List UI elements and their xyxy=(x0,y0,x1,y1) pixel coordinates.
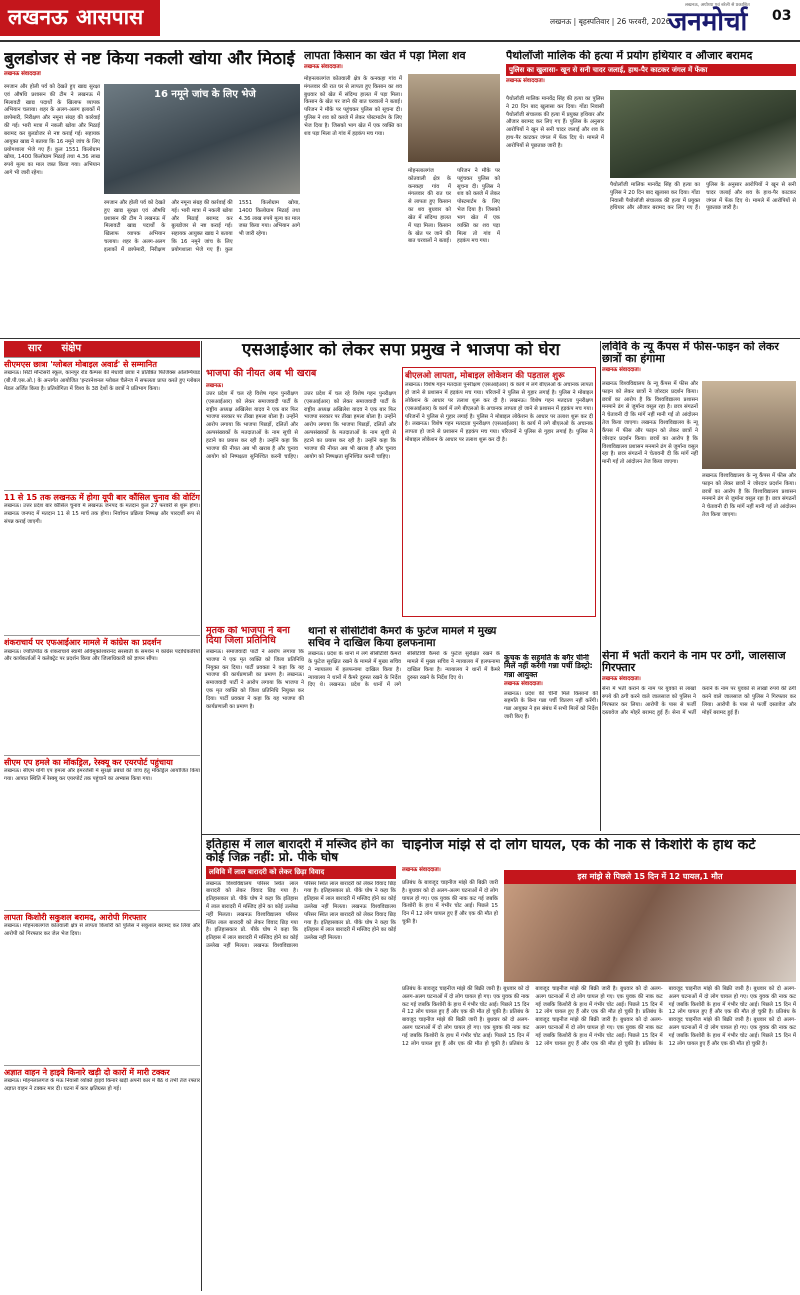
cctv-headline: थानों से सीसीटीवी कैमरों के फुटेज मामले में मुख्य सचिव ने दाखिल किया हलफनामा xyxy=(308,626,497,649)
sena-body: सेना में भर्ती कराने के नाम पर युवकों से लाखों रुपये की ठगी करने वाले जालसाज को पुलिस ने गिरफ्तार कर लिया। आरोपी के पास से फर्जी दस्तावेज और मोहरें बरामद हुई हैं। सेना में भर्ती कराने के नाम पर युवकों से लाखों रुपये की ठगी करने वाले जालसाज को पुलिस ने गिरफ्तार कर लिया। आरोपी के पास से फर्जी दस्तावेज और मोहरें बरामद हुई हैं। xyxy=(602,686,796,716)
brief-item: सीएम एप हमले का मॉकड्रिल, रेस्क्यू कर एयरपोर्ट पहुंचाया लखनऊ। सीएम योगी एप हमला और इमरजेंसी में सुरक्षा प्रबंधों की जांच हेतु मॉकड्रिल आयोजित किया गया। आपात स्थिति में रेस्क्यू कर एयरपोर्ट तक पहुंचाने का अभ्यास किया गया। xyxy=(4,755,200,910)
col-rule-2 xyxy=(600,341,601,831)
story-pathology-body-2: पैथोलॉजी मालिक मानवेंद्र सिंह की हत्या का पुलिस ने 20 दिन बाद खुलासा कर दिया। गोंडा निवासी पैथोलॉजी संचालक की हत्या में प्रयुक्त हथियार और औजार बरामद कर लिए गए हैं। पुलिस के अनुसार आरोपियों ने खून से सनी चादर जलाई और शव के हाथ-पैर काटकर जंगल में फेंक दिए थे। मामले में आरोपियों से पूछताछ जारी है। xyxy=(610,182,796,212)
manjha-photo-frame xyxy=(504,870,796,982)
masthead xyxy=(0,0,800,48)
story-farmer-byline: लखनऊ संवाददाता। xyxy=(304,64,343,71)
mritak-body: लखनऊ। समाजवादी पार्टी ने आरोप लगाया कि भाजपा ने एक मृत व्यक्ति को जिला प्रतिनिधि नियुक्त कर दिया। पार्टी प्रवक्ता ने कहा कि यह भाजपा की कार्यप्रणाली का प्रमाण है। लखनऊ। समाजवादी पार्टी ने आरोप लगाया कि भाजपा ने एक मृत व्यक्ति को जिला प्रतिनिधि नियुक्त कर दिया। पार्टी प्रवक्ता ने कहा कि यह भाजपा की कार्यप्रणाली का प्रमाण है। xyxy=(206,648,304,710)
masthead-section: आसपास xyxy=(76,5,144,29)
story-pathology-body: पैथोलॉजी मालिक मानवेंद्र सिंह की हत्या का पुलिस ने 20 दिन बाद खुलासा कर दिया। गोंडा निवासी पैथोलॉजी संचालक की हत्या में प्रयुक्त हथियार और औजार बरामद कर लिए गए हैं। पुलिस के अनुसार आरोपियों ने खून से सनी चादर जलाई और शव के हाथ-पैर काटकर जंगल में फेंक दिए थे। मामले में आरोपियों से पूछताछ जारी है। xyxy=(506,96,604,149)
blo-body: लखनऊ। विशेष गहन मतदाता पुनरीक्षण (एसआईआर) के कार्य में लगे बीएलओ के अचानक लापता हो जाने से प्रशासन में हड़कंप मच गया। परिजनों ने पुलिस से गुहार लगाई है। पुलिस ने मोबाइल लोकेशन के आधार पर तलाश शुरू कर दी है। लखनऊ। विशेष गहन मतदाता पुनरीक्षण (एसआईआर) के कार्य में लगे बीएलओ के अचानक लापता हो जाने से प्रशासन में हड़कंप मच गया। परिजनों ने पुलिस से गुहार लगाई है। पुलिस ने मोबाइल लोकेशन के आधार पर तलाश शुरू कर दी है। लखनऊ। विशेष गहन मतदाता पुनरीक्षण (एसआईआर) के कार्य में लगे बीएलओ के अचानक लापता हो जाने से प्रशासन में हड़कंप मच गया। परिजनों ने पुलिस से गुहार लगाई है। पुलिस ने मोबाइल लोकेशन के आधार पर तलाश शुरू कर दी है। xyxy=(405,382,593,444)
story-lavi xyxy=(602,341,796,641)
lead-headline: एसआईआर को लेकर सपा प्रमुख ने भाजपा को घेरा xyxy=(242,341,560,360)
manjha-byline: लखनऊ संवाददाता। xyxy=(402,867,441,874)
story-cctv xyxy=(308,626,500,826)
manjha-body: प्रतिबंध के बावजूद चाइनीज मांझे की बिक्री जारी है। बुधवार को दो अलग-अलग घटनाओं में दो लोग घायल हो गए। एक युवक की नाक कट गई जबकि किशोरी के हाथ में गंभीर चोट आई। पिछले 15 दिन में 12 लोग घायल हुए हैं और एक की मौत हो चुकी है। प्रतिबंध के बावजूद चाइनीज मांझे की बिक्री जारी है। बुधवार को दो अलग-अलग घटनाओं में दो लोग घायल हो गए। एक युवक की नाक कट गई जबकि किशोरी के हाथ में गंभीर चोट आई। पिछले 15 दिन में 12 लोग घायल हुए हैं और एक की मौत हो चुकी है। प्रतिबंध के बावजूद चाइनीज मांझे की बिक्री जारी है। बुधवार को दो अलग-अलग घटनाओं में दो लोग घायल हो गए। एक युवक की नाक कट गई जबकि किशोरी के हाथ में गंभीर चोट आई। पिछले 15 दिन में 12 लोग घायल हुए हैं और एक की मौत हो चुकी है। प्रतिबंध के बावजूद चाइनीज मांझे की बिक्री जारी है। बुधवार को दो अलग-अलग घटनाओं में दो लोग घायल हो गए। एक युवक की नाक कट गई जबकि किशोरी के हाथ में गंभीर चोट आई। पिछले 15 दिन में 12 लोग घायल हुए हैं और एक की मौत हो चुकी है। प्रतिबंध के बावजूद चाइनीज मांझे की बिक्री जारी है। बुधवार को दो अलग-अलग घटनाओं में दो लोग घायल हो गए। एक युवक की नाक कट गई जबकि किशोरी के हाथ में गंभीर चोट आई। पिछले 15 दिन में 12 लोग घायल हुए हैं और एक की मौत हो चुकी है। प्रतिबंध के बावजूद चाइनीज मांझे की बिक्री जारी है। बुधवार को दो अलग-अलग घटनाओं में दो लोग घायल हो गए। एक युवक की नाक कट गई जबकि किशोरी के हाथ में गंभीर चोट आई। पिछले 15 दिन में 12 लोग घायल हुए हैं और एक की मौत हो चुकी है। xyxy=(402,986,796,1047)
lead-body: उत्तर प्रदेश में चल रहे विशेष गहन पुनरीक्षण (एसआईआर) को लेकर समाजवादी पार्टी के राष्ट्रीय अध्यक्ष अखिलेश यादव ने एक बार फिर भाजपा सरकार पर तीखा हमला बोला है। उन्होंने आरोप लगाया कि भाजपा पिछड़ों, दलितों और अल्पसंख्यकों के मतदाताओं के नाम सूची से हटाने का प्रयास कर रही है। उन्होंने कहा कि भाजपा की नीयत अब भी खराब है और चुनाव आयोग को निष्पक्षता सुनिश्चित करनी चाहिए। उत्तर प्रदेश में चल रहे विशेष गहन पुनरीक्षण (एसआईआर) को लेकर समाजवादी पार्टी के राष्ट्रीय अध्यक्ष अखिलेश यादव ने एक बार फिर भाजपा सरकार पर तीखा हमला बोला है। उन्होंने आरोप लगाया कि भाजपा पिछड़ों, दलितों और अल्पसंख्यकों के मतदाताओं के नाम सूची से हटाने का प्रयास कर रही है। उन्होंने कहा कि भाजपा की नीयत अब भी खराब है और चुनाव आयोग को निष्पक्षता सुनिश्चित करनी चाहिए। xyxy=(206,391,396,460)
lavi-body-2: लखनऊ विश्वविद्यालय के न्यू कैंपस में फीस और फाइन को लेकर छात्रों ने जोरदार प्रदर्शन किया। छात्रों का आरोप है कि विश्वविद्यालय प्रशासन मनमाने ढंग से जुर्माना वसूल रहा है। छात्र संगठनों ने चेतावनी दी कि मांगें नहीं मानी गईं तो आंदोलन तेज किया जाएगा। xyxy=(702,473,796,519)
story-farmer xyxy=(304,50,500,340)
blo-box xyxy=(402,367,596,617)
cctv-body: लखनऊ। प्रदेश के थानों में लगे सीसीटीवी कैमरों के फुटेज सुरक्षित रखने के मामले में मुख्य सचिव ने न्यायालय में हलफनामा दाखिल किया है। न्यायालय ने थानों में कैमरे दुरुस्त रखने के निर्देश दिए थे। लखनऊ। प्रदेश के थानों में लगे सीसीटीवी कैमरों के फुटेज सुरक्षित रखने के मामले में मुख्य सचिव ने न्यायालय में हलफनामा दाखिल किया है। न्यायालय ने थानों में कैमरे दुरुस्त रखने के निर्देश दिए थे। xyxy=(308,651,500,689)
brief-item: शंकराचार्य पर एफआईआर मामले में कांग्रेस का प्रदर्शन लखनऊ। ज्योतिर्पीठ के शंकराचार्य स्वामी अविमुक्तेश्वरानंद सरस्वती के समर्थन में कांग्रेस पदाधिकारियों और कार्यकर्ताओं ने कलेक्ट्रेट पर प्रदर्शन किया और जिलाधिकारी को ज्ञापन सौंपा। xyxy=(4,635,200,754)
kuchak-byline: लखनऊ संवाददाता। xyxy=(504,680,543,687)
manjha-photo-caption: इस मांझे से पिछले 15 दिन में 12 घायल,1 मौत xyxy=(504,870,796,884)
briefs-header-a: सार xyxy=(28,342,42,354)
weapons-photo xyxy=(610,90,796,178)
mritak-headline: मृतक को भाजपा ने बना दिया जिला प्रतिनिधि xyxy=(206,626,290,647)
manjha-body-left: प्रतिबंध के बावजूद चाइनीज मांझे की बिक्री जारी है। बुधवार को दो अलग-अलग घटनाओं में दो लोग घायल हो गए। एक युवक की नाक कट गई जबकि किशोरी के हाथ में गंभीर चोट आई। पिछले 15 दिन में 12 लोग घायल हुए हैं और एक की मौत हो चुकी है। xyxy=(402,880,498,926)
masjid-sub: लविवि में लाल बारादरी को लेकर छिड़ा विवाद xyxy=(206,866,396,878)
masthead-rule xyxy=(0,40,800,42)
masthead-tagline: लखनऊ, अयोध्या एवं बरेली से प्रकाशित xyxy=(685,3,750,8)
masjid-body: लखनऊ विश्वविद्यालय परिसर स्थित लाल बारादरी को लेकर विवाद छिड़ गया है। इतिहासकार प्रो. पीके घोष ने कहा कि इतिहास में लाल बारादरी में मस्जिद होने का कोई उल्लेख नहीं मिलता। लखनऊ विश्वविद्यालय परिसर स्थित लाल बारादरी को लेकर विवाद छिड़ गया है। इतिहासकार प्रो. पीके घोष ने कहा कि इतिहास में लाल बारादरी में मस्जिद होने का कोई उल्लेख नहीं मिलता। लखनऊ विश्वविद्यालय परिसर स्थित लाल बारादरी को लेकर विवाद छिड़ गया है। इतिहासकार प्रो. पीके घोष ने कहा कि इतिहास में लाल बारादरी में मस्जिद होने का कोई उल्लेख नहीं मिलता। लखनऊ विश्वविद्यालय परिसर स्थित लाल बारादरी को लेकर विवाद छिड़ गया है। इतिहासकार प्रो. पीके घोष ने कहा कि इतिहास में लाल बारादरी में मस्जिद होने का कोई उल्लेख नहीं मिलता। xyxy=(206,880,396,950)
briefs-header-b: संक्षेप xyxy=(61,342,82,354)
story-bulldozer xyxy=(4,50,300,340)
lead-story xyxy=(206,341,596,671)
story-bulldozer-byline: लखनऊ संवाददाता xyxy=(4,70,41,77)
story-manjha xyxy=(402,838,796,1288)
kuchak-headline: कूचक के सहमति के बगैर चीनी मिलें नहीं करेंगी गन्ना पर्ची डिस्ट्रो: गन्ना आयुक्त xyxy=(504,654,593,679)
lavi-photo xyxy=(702,381,796,469)
story-farmer-body-2: मोहनलालगंज कोतवाली क्षेत्र के कनकहा गांव में मंगलवार की रात घर से लापता हुए किसान का शव बुधवार को खेत में संदिग्ध हालत में पड़ा मिला। किसान के खेत पर जाने की बात घरवालों ने बताई। परिजन ने मौके पर पहुंचकर पुलिस को सूचना दी। पुलिस ने शव को कब्जे में लेकर पोस्टमार्टम के लिए भेज दिया है। जिसको भाग खेत में एक व्यक्ति का शव पड़ा मिला तो गांव में हड़कंप मच गया। xyxy=(408,168,500,245)
briefs-header xyxy=(4,341,200,357)
story-sena xyxy=(602,650,796,850)
story-pathology-subhead: पुलिस का खुलासा- खून से सनी चादर जलाई, हाथ-पैर काटकर जंगल में फेंका xyxy=(506,64,796,76)
lead-kicker: भाजपा की नीयत अब भी खराब xyxy=(206,368,317,379)
manjha-photo xyxy=(504,884,796,982)
lavi-body: लखनऊ विश्वविद्यालय के न्यू कैंपस में फीस और फाइन को लेकर छात्रों ने जोरदार प्रदर्शन किया। छात्रों का आरोप है कि विश्वविद्यालय प्रशासन मनमाने ढंग से जुर्माना वसूल रहा है। छात्र संगठनों ने चेतावनी दी कि मांगें नहीं मानी गईं तो आंदोलन तेज किया जाएगा। लखनऊ विश्वविद्यालय के न्यू कैंपस में फीस और फाइन को लेकर छात्रों ने जोरदार प्रदर्शन किया। छात्रों का आरोप है कि विश्वविद्यालय प्रशासन मनमाने ढंग से जुर्माना वसूल रहा है। छात्र संगठनों ने चेतावनी दी कि मांगें नहीं मानी गईं तो आंदोलन तेज किया जाएगा। xyxy=(602,381,698,466)
story-bulldozer-body-2: रमजान और होली पर्व को देखते हुए खाद्य सुरक्षा एवं औषधि प्रशासन की टीम ने लखनऊ में मिलावटी खाद्य पदार्थों के खिलाफ व्यापक अभियान चलाया। शहर के अलग-अलग इलाकों में छापेमारी, निरीक्षण और नमूना संग्रह की कार्रवाई की गई। भारी मात्रा में नकली खोया और मिठाई बरामद कर बुलडोजर से नष्ट कराई गई। सहायक आयुक्त खाद्य ने बताया कि 16 नमूने जांच के लिए प्रयोगशाला भेजे गए हैं। कुल 1551 किलोग्राम खोया, 1400 किलोग्राम मिठाई तथा 4.36 लाख रुपये मूल्य का माल जब्त किया गया। अभियान आगे भी जारी रहेगा। xyxy=(104,200,300,253)
bulldozer-photo xyxy=(104,84,300,194)
story-bulldozer-body: रमजान और होली पर्व को देखते हुए खाद्य सुरक्षा एवं औषधि प्रशासन की टीम ने लखनऊ में मिलावटी खाद्य पदार्थों के खिलाफ व्यापक अभियान चलाया। शहर के अलग-अलग इलाकों में छापेमारी, निरीक्षण और नमूना संग्रह की कार्रवाई की गई। भारी मात्रा में नकली खोया और मिठाई बरामद कर बुलडोजर से नष्ट कराई गई। सहायक आयुक्त खाद्य ने बताया कि 16 नमूने जांच के लिए प्रयोगशाला भेजे गए हैं। कुल 1551 किलोग्राम खोया, 1400 किलोग्राम मिठाई तथा 4.36 लाख रुपये मूल्य का माल जब्त किया गया। अभियान आगे भी जारी रहेगा। xyxy=(4,84,100,177)
bulldozer-photo-caption: 16 नमूने जांच के लिए भेजे xyxy=(154,89,256,100)
manjha-headline: चाइनीज मांझे से दो लोग घायल, एक की नाक से किशोरी के हाथ कटे xyxy=(402,838,756,853)
story-masjid xyxy=(206,838,396,1288)
story-mritak xyxy=(206,626,304,826)
story-pathology xyxy=(506,50,796,340)
lead-byline: लखनऊ। xyxy=(206,383,224,389)
farmer-photo xyxy=(408,74,500,162)
lavi-byline: लखनऊ संवाददाता। xyxy=(602,367,641,374)
paper-logo: जनमोर्चा xyxy=(668,7,748,37)
story-farmer-body: मोहनलालगंज कोतवाली क्षेत्र के कनकहा गांव में मंगलवार की रात घर से लापता हुए किसान का शव बुधवार को खेत में संदिग्ध हालत में पड़ा मिला। किसान के खेत पर जाने की बात घरवालों ने बताई। परिजन ने मौके पर पहुंचकर पुलिस को सूचना दी। पुलिस ने शव को कब्जे में लेकर पोस्टमार्टम के लिए भेज दिया है। जिसको भाग खेत में एक व्यक्ति का शव पड़ा मिला तो गांव में हड़कंप मच गया। xyxy=(304,76,402,137)
masthead-city: लखनऊ xyxy=(8,5,68,29)
masjid-headline: इतिहास में लाल बारादरी में मस्जिद होने का कोई जिक्र नहीं: प्रो. पीके घोष xyxy=(206,838,394,865)
page-number: 03 xyxy=(772,8,792,24)
brief-item: लापता किशोरी सकुशल बरामद, आरोपी गिरफ्तार लखनऊ। मोहनलालगंज कोतवाली क्षेत्र से लापता किशोरी को पुलिस ने सकुशल बरामद कर लिया और आरोपी को गिरफ्तार कर जेल भेज दिया। xyxy=(4,910,200,1065)
story-kuchak xyxy=(504,654,598,834)
brief-item: अज्ञात वाहन ने हाइवे किनारे खड़ी दो कारों में मारी टक्कर लखनऊ। मोहनलालगंज के मऊ निवासी व्यक्ति हाइवे किनारे खड़ी अपनी कार में बैठे थे तभी तेज रफ्तार अज्ञात वाहन ने टक्कर मार दी। घटना में कार क्षतिग्रस्त हो गई। xyxy=(4,1065,200,1190)
story-farmer-headline: लापता किसान का खेत में पड़ा मिला शव xyxy=(304,50,466,62)
sena-byline: लखनऊ संवाददाता। xyxy=(602,676,641,683)
masthead-dateline: लखनऊ | बृहस्पतिवार | 26 फरवरी, 2026 xyxy=(550,17,671,26)
briefs-column xyxy=(4,341,200,1221)
blo-headline: बीएलओ लापता, मोबाइल लोकेशन की पड़ताल शुरू xyxy=(405,371,565,381)
story-bulldozer-headline: बुलडोजर से नष्ट किया नकली खोया और मिठाई xyxy=(4,50,295,69)
story-pathology-byline: लखनऊ संवाददाता। xyxy=(506,78,545,85)
lavi-headline: लविवि के न्यू कैंपस में फीस-फाइन को लेकर छात्रों का हंगामा xyxy=(602,341,779,366)
brief-item: सीएमएस छात्रा 'ग्लोबल मोबाइल अवार्ड' से सम्मानित लखनऊ। सिटी मॉन्टेसरी स्कूल, कानपुर रोड कैम्पस की मेधावी छात्रा ने प्रतिष्ठित फिजिक्स ओलम्पियाड (बी.पी.एस.ओ.) के अन्तर्गत आयोजित 'इन्टरनेशनल ग्लोबल चैलेन्ज में सफलता प्राप्त करते हुए ग्लोबल मेडल अर्जित किया है। प्रतियोगिता में विश्व के 38 देशों के छात्रों ने प्रतिभाग किया। xyxy=(4,357,200,490)
story-pathology-headline: पैथोलॉजी मालिक की हत्या में प्रयोग हथियार व औजार बरामद xyxy=(506,50,753,62)
col-rule-1 xyxy=(201,341,202,1291)
brief-item: 11 से 15 तक लखनऊ में होगा यूपी बार कौंसिल चुनाव की वोटिंग लखनऊ। उत्तर प्रदेश बार कौंसिल चुनाव में लखनऊ जनपद के मतदान कुल 27 फरवरी से शुरू होगा। लखनऊ जनपद में मतदान 11 से 15 मार्च तक होगा। निर्वाचन प्रक्रिया निष्पक्ष और पारदर्शी रूप से संपन्न कराई जाएगी। xyxy=(4,490,200,635)
sena-headline: सेना में भर्ती कराने के नाम पर ठगी, जालसाज गिरफ्तार xyxy=(602,650,786,675)
row-rule-2 xyxy=(202,834,800,835)
row-rule-1 xyxy=(0,338,800,339)
kuchak-body: लखनऊ। प्रदेश की चीनी मिलें किसानों की सहमति के बिना गन्ना पर्ची वितरण नहीं करेंगी। गन्ना आयुक्त ने इस संबंध में सभी मिलों को निर्देश जारी किए हैं। xyxy=(504,690,598,721)
